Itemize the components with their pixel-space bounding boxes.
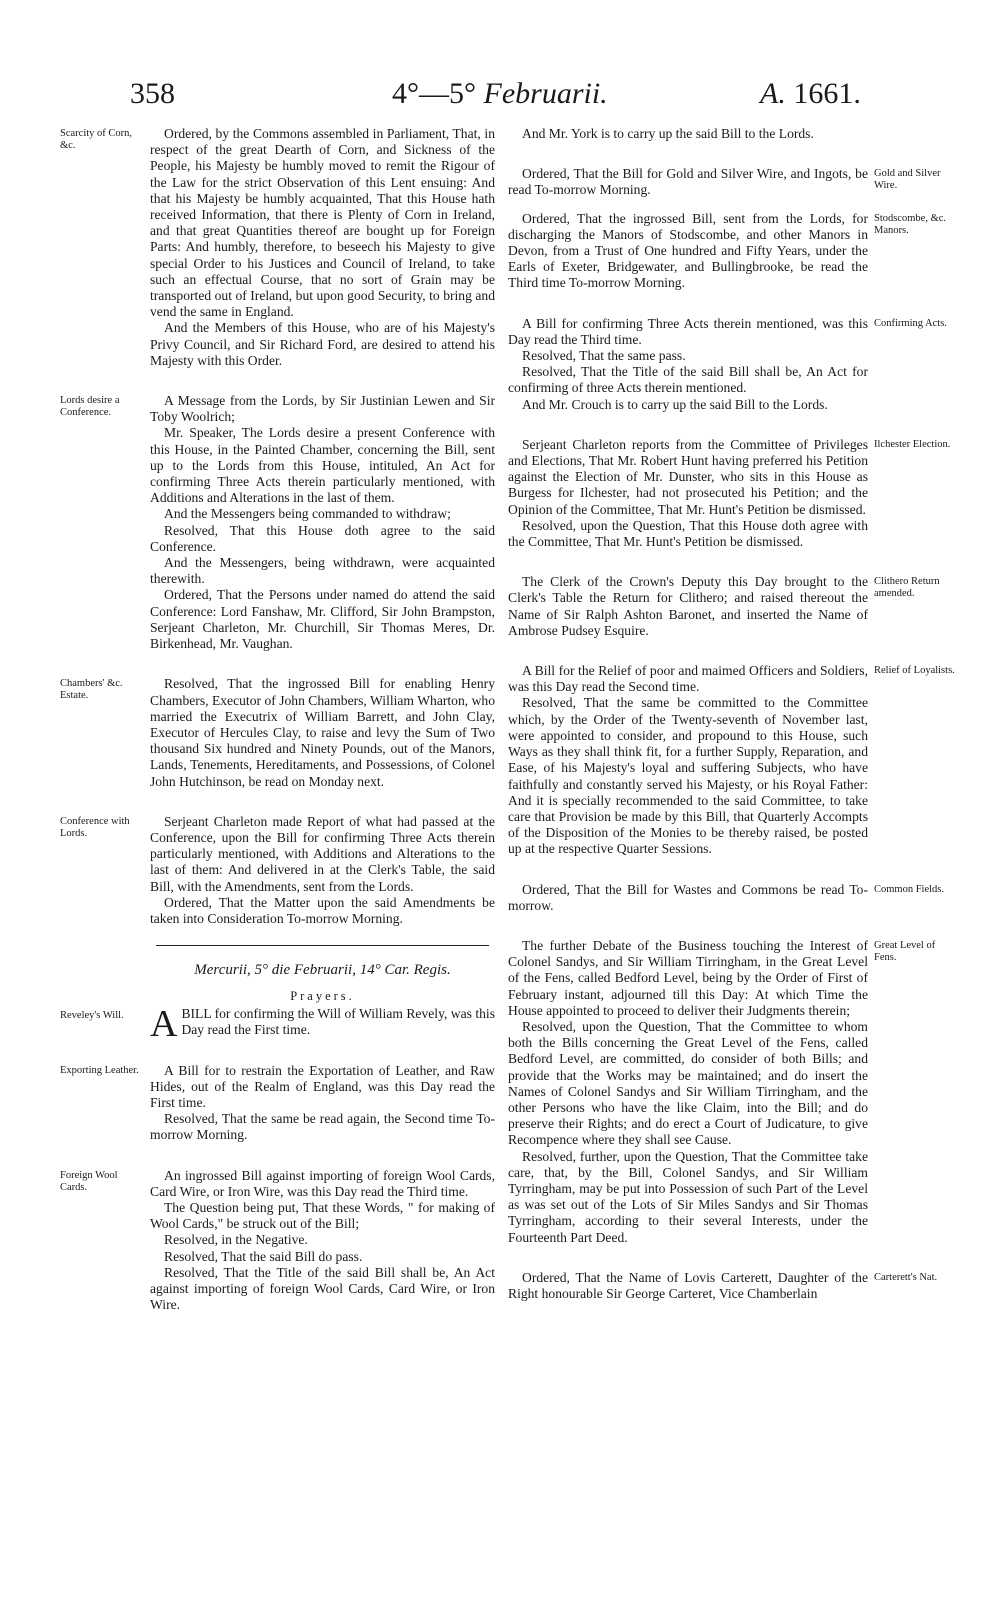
margin-note: Carterett's Nat. <box>874 1271 938 1283</box>
header-year: A. 1661. <box>760 77 861 110</box>
margin-note: Great Level of Fens. <box>874 939 936 963</box>
entry-stodscombe-manors <box>508 210 947 292</box>
margin-note: Confirming Acts. <box>874 317 947 329</box>
paragraph: Ordered, by the Commons assembled in Parliament, That, in respect of the great Dearth of Corn, and Sickness of the People, his Majesty be humbly moved to remit the Rigour of the Law for the strict Observation of this Lent ensuing: And that his Majesty be humbly acquainted, That this House hath received Information, that there is Plenty of Corn in Ireland, and that great Quantities thereof are bought up for Foreign Parts: And humbly, therefore, to beseech his Majesty to give special Order to his Justices and Council of Ireland, to take such an effectual Course, that no sort of Grain may be transported out of Ireland, but upon good Security, to bring and vend the same in England. <box>150 126 495 320</box>
page-number: 358 <box>130 77 175 110</box>
entry-reveley-will <box>60 1003 495 1046</box>
paragraph: And Mr. York is to carry up the said Bill to the Lords. <box>522 126 814 141</box>
entry-gold-silver-wire <box>508 166 941 198</box>
paragraph: The Question being put, That these Words, " for making of Wool Cards," be struck out of the Bill; <box>150 1199 495 1232</box>
paragraph: Serjeant Charleton reports from the Committee of Privileges and Elections, That Mr. Robert Hunt having preferred his Petition against the Election of Mr. Dunster, who sits in this House as Burgess for Ilchester, had not prosecuted his Petition; and the Opinion of the Committee, That Mr. Hunt's Petition be dismissed. <box>508 436 868 517</box>
margin-note: Clithero Return amended. <box>874 576 940 600</box>
margin-note: Exporting Leather. <box>60 1064 139 1076</box>
paragraph: And Mr. Crouch is to carry up the said Bill to the Lords. <box>522 396 828 412</box>
entry-relief-of-loyalists <box>508 663 955 857</box>
paragraph: Resolved, That the same be read again, the Second time To-morrow Morning. <box>150 1111 495 1143</box>
header-date: 4°—5° Februarii. <box>392 77 608 110</box>
margin-note: Gold and Silver Wire. <box>874 168 941 192</box>
entry-common-fields <box>508 881 945 914</box>
paragraph: Resolved, upon the Question, That this House doth agree with the Committee, That Mr. Hunt's Petition be dismissed. <box>508 517 868 550</box>
margin-note: Ilchester Election. <box>874 438 951 450</box>
margin-note: Relief of Loyalists. <box>874 665 955 677</box>
section-divider <box>156 945 489 946</box>
entry-lords-conference <box>60 393 495 652</box>
entry-confirming-acts <box>508 315 947 413</box>
paragraph: A Bill for confirming Three Acts therein mentioned, was this Day read the Third time. <box>508 315 868 347</box>
paragraph: Resolved, That the said Bill do pass. <box>164 1248 363 1264</box>
margin-note: Lords desire a Conference. <box>60 395 120 419</box>
paragraph: Ordered, That the Matter upon the said Amendments be taken into Consideration To-morrow Morning. <box>150 894 495 926</box>
paragraph: Resolved, That the ingrossed Bill for enabling Henry Chambers, Executor of John Chambers, William Wharton, who married the Executrix of William Barrett, and John Clay, Executor of Hercules Clay, to raise and levy the Sum of Two thousand Six hundred and Ninety Pounds, out of the Manors, Lands, Tenements, Hereditaments, and Possessions, of Colonel John Hutchinson, be read on Monday next. <box>150 676 495 789</box>
margin-note: Chambers' &c. Estate. <box>60 678 123 702</box>
page-header <box>0 74 992 124</box>
paragraph: A Bill for to restrain the Exportation of Leather, and Raw Hides, out of the Realm of England, was this Day read the First time. <box>150 1062 495 1110</box>
paragraph: Resolved, upon the Question, That the Committee to whom both the Bills concerning the Great Level of the Fens, called Bedford Level, are committed, do consider of both Bills; and provide that the Works may be maintained; and do insert the Names of Colonel Sandys and Sir William Tirringham, and the other Persons who have the like Claim, into the Bill; and do preserve their Rights; and do erect a Court of Judicature, to give Recompence where they shall see Cause. <box>508 1018 868 1148</box>
paragraph: Resolved, That the Title of the said Bill shall be, An Act for confirming of three Acts therein mentioned. <box>508 364 868 396</box>
paragraph: Mr. Speaker, The Lords desire a present Conference with this House, in the Painted Chamber, concerning the Bill, sent up to the Lords from this House, intituled, An Act for confirming Three Acts therein particularly mentioned, with Additions and Alterations in the last of them. <box>150 425 495 506</box>
margin-note: Foreign Wool Cards. <box>60 1169 118 1193</box>
paragraph: A Message from the Lords, by Sir Justinian Lewen and Sir Toby Woolrich; <box>150 393 495 425</box>
paragraph: Ordered, That the Bill for Gold and Silver Wire, and Ingots, be read To-morrow Morning. <box>508 166 868 198</box>
entry-clithero-return <box>508 574 940 639</box>
paragraph: The further Debate of the Business touching the Interest of Colonel Sandys, and Sir William Tirringham, in the Great Level of the Fens, called Bedford Level, being by the Order of First of February instant, adjourned till this Day: At which Time the House appointed to proceed to deliver their Judgments therein; <box>508 937 868 1018</box>
entry-exporting-leather <box>60 1062 495 1144</box>
paragraph: Resolved, further, upon the Question, That the Committee take care, that, by the Bill, Colonel Sandys, and Sir William Tyrringham, may be put into Possession of such Part of the Level as was set out of the Lots of Sir Miles Sandys and Sir Thomas Tyrringham, according to their several Interests, under the Fourteenth Part Deed. <box>508 1148 868 1245</box>
paragraph: BILL for confirming the Will of William Revely, was this Day read the First time. <box>181 1006 495 1038</box>
paragraph: Ordered, That the ingrossed Bill, sent from the Lords, for discharging the Manors of Stodscombe, and other Manors in Devon, from a Trust of One hundred and Fifty Years, under the Earls of Exeter, Bridgewater, and Bullingbrooke, be read the Third time To-morrow Morning. <box>508 210 868 291</box>
paragraph: And the Members of this House, who are of his Majesty's Privy Council, and Sir Richard Ford, are desired to attend his Majesty with this Order. <box>150 320 495 368</box>
entry-carterett-naturalization <box>508 1269 938 1302</box>
paragraph: Serjeant Charleton made Report of what had passed at the Conference, upon the Bill for confirming Three Acts therein particularly mentioned, with Additions and Alterations to the last of them: And delivered in at the Clerk's Table, the said Bill, with the Amendments, sent from the Lords. <box>150 813 495 894</box>
paragraph: Ordered, That the Name of Lovis Carterett, Daughter of the Right honourable Sir George Carteret, Vice Chamberlain <box>508 1269 868 1301</box>
margin-note: Scarcity of Corn, &c. <box>60 128 133 151</box>
entry-foreign-wool-cards <box>60 1167 495 1314</box>
entry-conference-report <box>60 813 495 927</box>
day-heading: Mercurii, 5° die Februarii, 14° Car. Regis. <box>194 962 451 979</box>
margin-note: Common Fields. <box>874 883 945 895</box>
paragraph: Resolved, That the same pass. <box>522 348 686 364</box>
paragraph: Ordered, That the Persons under named do attend the said Conference: Lord Fanshaw, Mr. Clifford, Sir John Brampston, Serjeant Charleton, Mr. Churchill, Sir Thomas Meres, Dr. Birkenhead, Mr. Vaughan. <box>150 587 495 652</box>
left-column <box>60 126 495 1313</box>
paragraph: Resolved, That this House doth agree to the said Conference. <box>150 522 495 554</box>
entry-chambers-estate <box>60 676 495 789</box>
margin-note: Reveley's Will. <box>60 1010 124 1022</box>
paragraph: Resolved, That the same be committed to the Committee which, by the Order of the Twenty-seventh of November last, were appointed to consider, and propound to this House, such Ways as they shall think fit, for a further Supply, Reparation, and Ease, of his Majesty's loyal and suffering Subjects, who have faithfully and constantly served his Majesty, or his Royal Father: And it is specially recommended to the said Committee, to take care that Provision be made by this Bill, that Quarterly Accompts of the Disposition of the Monies to be thereby raised, be posted up at the respective Quarter Sessions. <box>508 695 868 857</box>
paragraph: And the Messengers being commanded to withdraw; <box>164 506 451 522</box>
margin-note: Stodscombe, &c. Manors. <box>874 212 947 236</box>
drop-cap: A <box>150 1003 178 1046</box>
entry-york-carry-bill <box>508 126 868 142</box>
entry-scarcity-of-corn <box>60 126 495 369</box>
paragraph: And the Messengers, being withdrawn, were acquainted therewith. <box>150 555 495 587</box>
entry-ilchester-election <box>508 436 951 550</box>
margin-note: Conference with Lords. <box>60 815 130 839</box>
prayers-heading: Prayers. <box>290 989 355 1004</box>
right-column <box>508 126 955 1302</box>
paragraph: Resolved, in the Negative. <box>164 1232 308 1248</box>
paragraph: A Bill for the Relief of poor and maimed Officers and Soldiers, was this Day read the Second time. <box>508 663 868 695</box>
paragraph: Resolved, That the Title of the said Bill shall be, An Act against importing of foreign Wool Cards, Card Wire, or Iron Wire. <box>150 1264 495 1313</box>
paragraph: An ingrossed Bill against importing of foreign Wool Cards, Card Wire, or Iron Wire, was this Day read the Third time. <box>150 1167 495 1199</box>
paragraph: The Clerk of the Crown's Deputy this Day brought to the Clerk's Table the Return for Clithero; and raised thereout the Name of Sir Ralph Ashton Baronet, and inserted the Name of Ambrose Pudsey Esquire. <box>508 574 868 638</box>
entry-great-level-fens <box>508 937 936 1246</box>
paragraph: Ordered, That the Bill for Wastes and Commons be read To-morrow. <box>508 881 868 913</box>
